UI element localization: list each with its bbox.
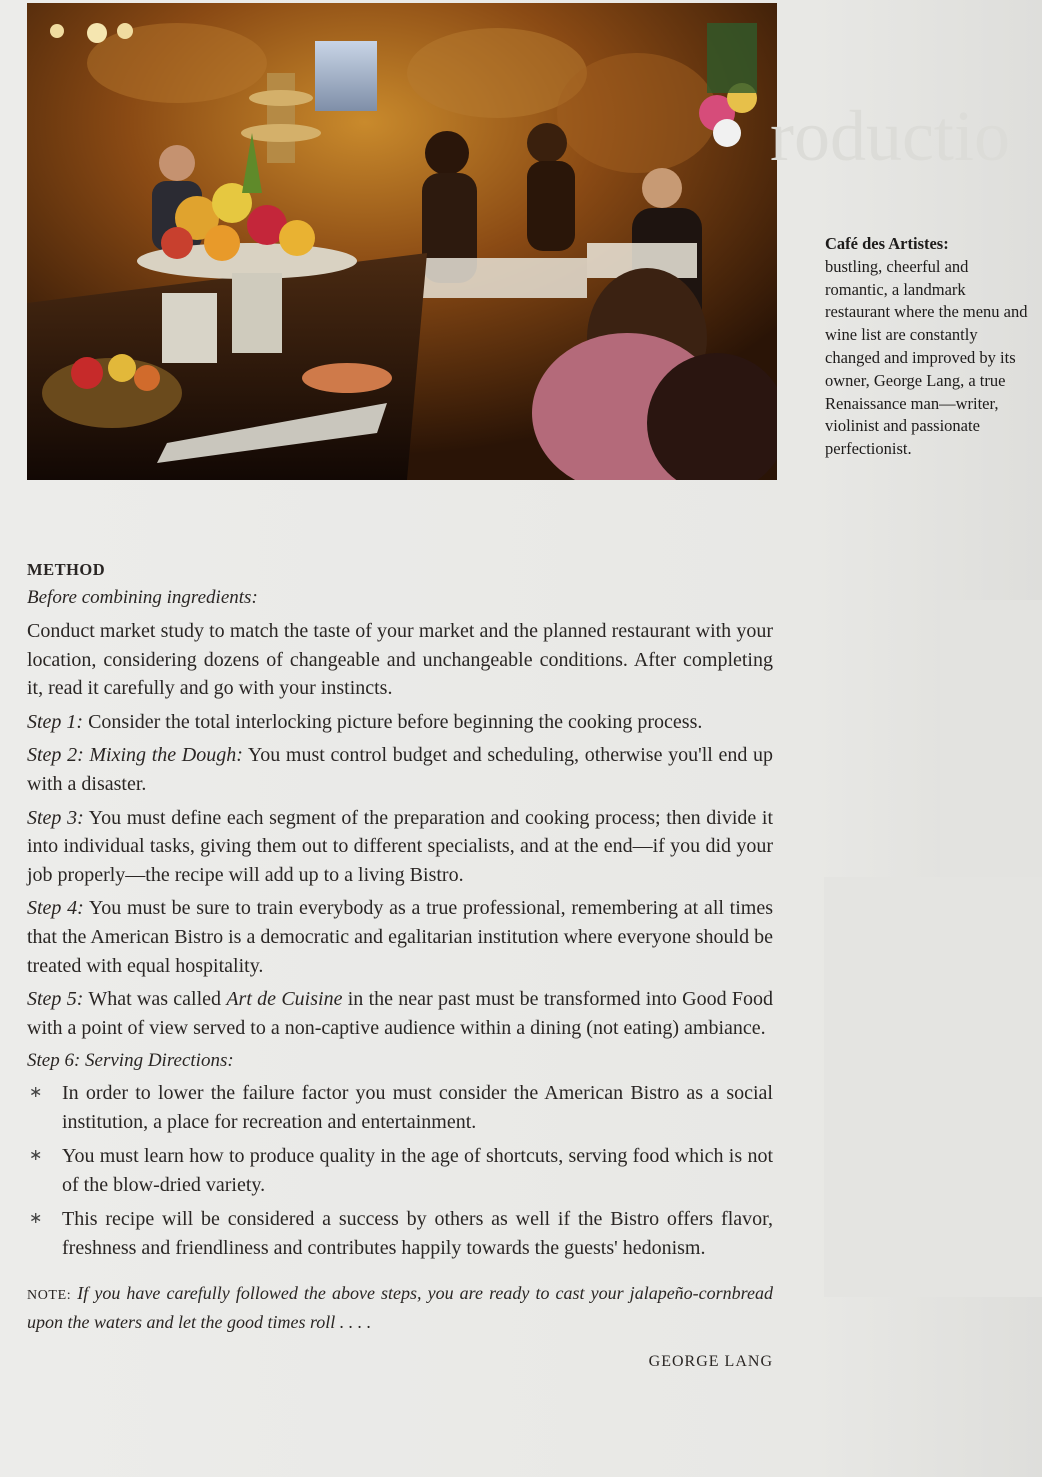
serving-directions-list [27, 1079, 773, 1263]
show-through-text: roductio [770, 96, 1010, 176]
step-5-text-b: in the near past must be transformed into Good Food with a point of view served to a non-captive audience within a dining (not eating) ambiance. [27, 988, 774, 1039]
caption-title: Café des Artistes: [825, 234, 949, 253]
intro-label: Before combining ingredients: [27, 587, 258, 608]
facing-page-shadow-lower [824, 877, 1042, 1297]
step-1 [27, 708, 773, 737]
bullet-star-icon: ∗ [29, 1083, 43, 1101]
step-4 [27, 894, 773, 980]
author-signature: GEORGE LANG [648, 1353, 773, 1371]
step-1-label: Step 1: [27, 710, 84, 733]
list-item [27, 1142, 773, 1199]
step-2-label: Step 2: Mixing the Dough: [27, 744, 243, 767]
note-text: If you have carefully followed the above steps, you are ready to cast your jalapeño-cornbread upon the waters and let the good times roll . . . . [27, 1283, 773, 1333]
step-3 [27, 804, 773, 890]
step-5-label: Step 5: [27, 988, 84, 1011]
step-1-text: Consider the total interlocking picture before beginning the cooking process. [83, 710, 703, 733]
photo-caption [825, 233, 1030, 461]
intro-paragraph: Conduct market study to match the taste of your market and the planned restaurant with your location, considering dozens of changeable and unchangeable conditions. After completing it, read it carefully and go with your instincts. [27, 620, 773, 700]
caption-text: bustling, cheerful and romantic, a landmark restaurant where the menu and wine list are constantly changed and improved by its owner, George Lang, a true Renaissance man—writer, violinist and passionate perfectionist. [825, 256, 1028, 459]
facing-page-shadow [940, 600, 1042, 877]
bullet-star-icon: ∗ [29, 1210, 43, 1228]
step-5-text-a: What was called [83, 988, 227, 1011]
step-4-label: Step 4: [27, 897, 84, 920]
restaurant-photo-illustration [27, 3, 777, 480]
note-prefix: NOTE: [27, 1288, 72, 1304]
restaurant-photo [27, 3, 777, 480]
method-heading: METHOD [27, 560, 106, 579]
note [27, 1280, 773, 1336]
step-5 [27, 985, 773, 1042]
step-4-text: You must be sure to train everybody as a true professional, remembering at all times that the American Bistro is a democratic and egalitarian institution where everyone should be treated with equal hospitality. [27, 897, 773, 977]
step-6-label: Step 6: Serving Directions: [27, 1050, 234, 1072]
step-2 [27, 741, 773, 798]
list-item [27, 1205, 773, 1262]
method-section [27, 558, 773, 1377]
step-3-label: Step 3: [27, 806, 84, 829]
step-2-text: You must control budget and scheduling, otherwise you'll end up with a disaster. [27, 744, 774, 795]
bullet-text: In order to lower the failure factor you must consider the American Bistro as a social institution, a place for recreation and entertainment. [62, 1081, 773, 1133]
list-item [27, 1079, 773, 1136]
bullet-text: You must learn how to produce quality in the age of shortcuts, serving food which is not of the blow-dried variety. [62, 1145, 773, 1196]
bullet-text: This recipe will be considered a success by others as well if the Bistro offers flavor, freshness and friendliness and contributes happily towards the guests' hedonism. [62, 1208, 773, 1259]
bullet-star-icon: ∗ [29, 1147, 43, 1165]
step-3-text: You must define each segment of the preparation and cooking process; then divide it into individual tasks, giving them out to different specialists, and at the end—if you did your job properly—the recipe will add up to a living Bistro. [27, 806, 774, 886]
step-5-italic: Art de Cuisine [226, 988, 343, 1011]
